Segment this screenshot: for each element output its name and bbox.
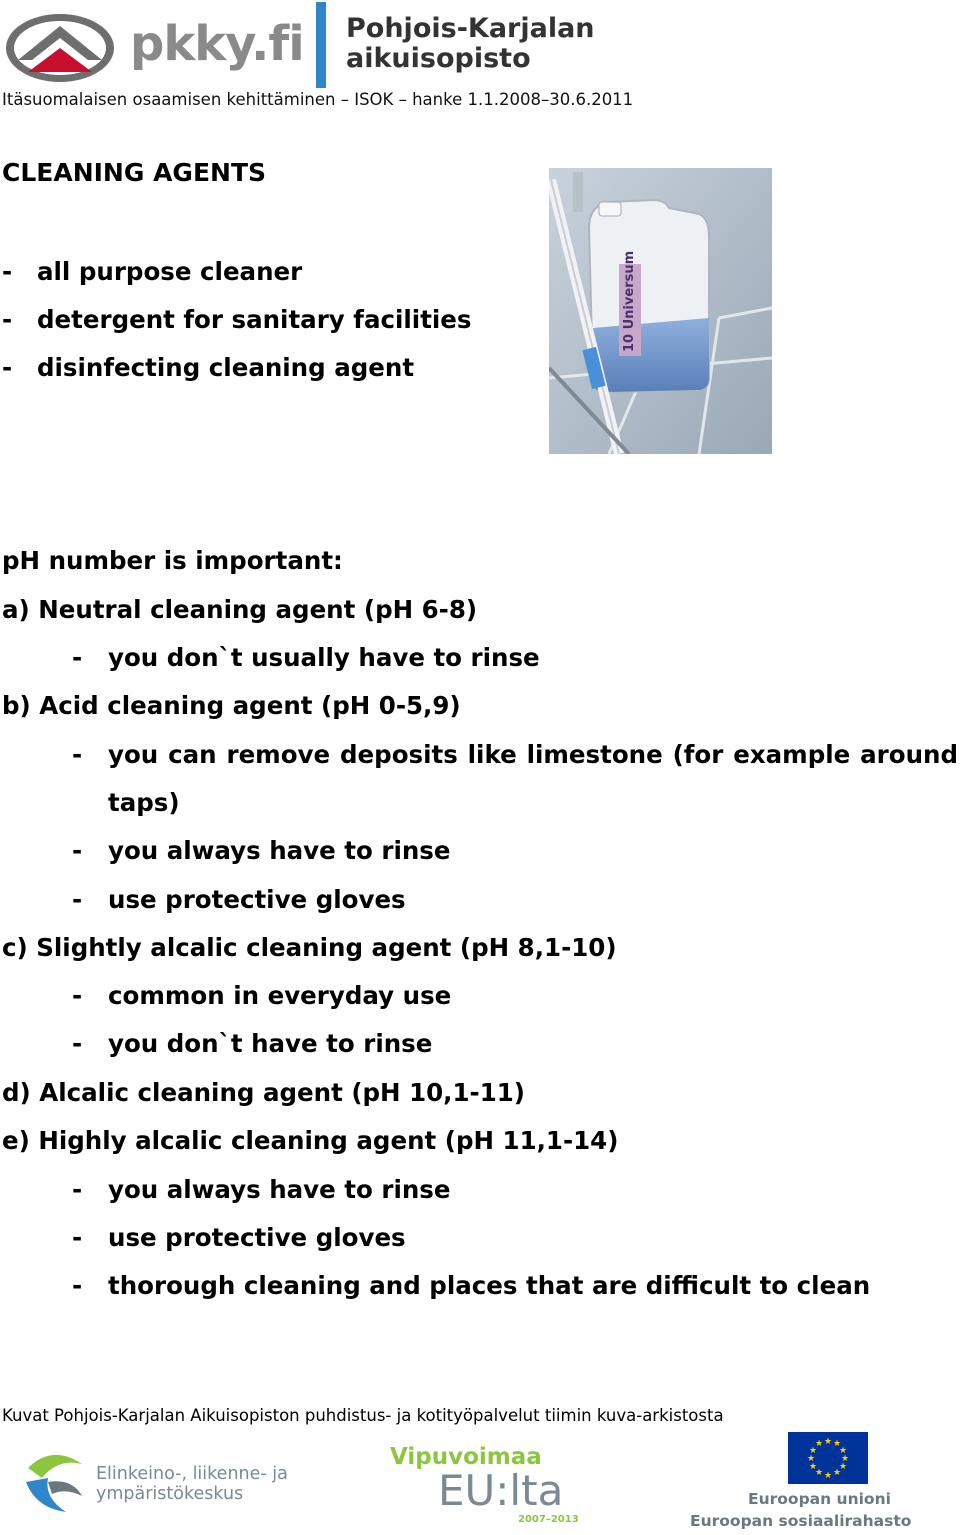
list-dash: - <box>72 1271 83 1300</box>
list-item-continuation: taps) <box>108 788 180 817</box>
list-dash: - <box>72 836 83 865</box>
svg-text:★: ★ <box>838 1446 848 1456</box>
list-item: you don`t have to rinse <box>108 1029 433 1058</box>
ph-intro: pH number is important: <box>2 546 343 575</box>
svg-text:★: ★ <box>832 1468 842 1478</box>
list-item: common in everyday use <box>108 981 452 1010</box>
list-dash: - <box>72 1175 83 1204</box>
svg-text:★: ★ <box>814 1439 824 1449</box>
page-title: CLEANING AGENTS <box>2 158 267 187</box>
svg-text:★: ★ <box>840 1454 850 1464</box>
svg-text:★: ★ <box>808 1446 818 1456</box>
list-dash: - <box>72 1223 83 1252</box>
list-dash: - <box>72 1029 83 1058</box>
vipuvoimaa-logo: Vipuvoimaa EU:lta 2007–2013 <box>390 1444 579 1525</box>
svg-text:★: ★ <box>823 1471 833 1481</box>
svg-text:★: ★ <box>814 1468 824 1478</box>
list-item: thorough cleaning and places that are difficult to clean <box>108 1271 871 1300</box>
ph-section-label: d) Alcalic cleaning agent (pH 10,1-11) <box>2 1078 525 1107</box>
list-item: detergent for sanitary facilities <box>37 305 472 334</box>
cleaning-agent-photo <box>549 168 772 454</box>
list-dash: - <box>2 257 13 286</box>
organization-name: Pohjois-Karjalan aikuisopisto <box>346 13 595 74</box>
list-item: use protective gloves <box>108 1223 406 1252</box>
list-item: all purpose cleaner <box>37 257 303 286</box>
eu-flag-icon <box>788 1432 868 1484</box>
canister-label: 10 Universum <box>622 250 637 352</box>
list-item: you always have to rinse <box>108 1175 451 1204</box>
list-dash: - <box>72 981 83 1010</box>
list-dash: - <box>72 740 83 769</box>
svg-text:★: ★ <box>806 1454 816 1464</box>
header-divider <box>316 2 326 88</box>
ely-swirl-icon <box>22 1448 88 1518</box>
list-dash: - <box>2 353 13 382</box>
pkky-logo <box>4 8 304 84</box>
ely-logo <box>22 1448 322 1518</box>
list-dash: - <box>2 305 13 334</box>
ph-section-label: b) Acid cleaning agent (pH 0-5,9) <box>2 691 461 720</box>
list-dash: - <box>72 643 83 672</box>
svg-text:★: ★ <box>838 1462 848 1472</box>
brand-text: pkky.fi <box>130 16 304 72</box>
eu-logo: ★ ★ ★ ★ ★ ★ ★ ★ ★ ★ ★ ★ Euroopan unioni Euroopan sosiaalirahasto <box>690 1430 890 1530</box>
list-item: you always have to rinse <box>108 836 451 865</box>
svg-text:★: ★ <box>832 1439 842 1449</box>
list-item: disinfecting cleaning agent <box>37 353 415 382</box>
ph-section-label: a) Neutral cleaning agent (pH 6-8) <box>2 595 478 624</box>
ph-section-label: c) Slightly alcalic cleaning agent (pH 8,1-10) <box>2 933 617 962</box>
ph-section-label: e) Highly alcalic cleaning agent (pH 11,1-14) <box>2 1126 619 1155</box>
list-dash: - <box>72 885 83 914</box>
project-line: Itäsuomalaisen osaamisen kehittäminen – ISOK – hanke 1.1.2008–30.6.2011 <box>2 90 634 109</box>
list-item: use protective gloves <box>108 885 406 914</box>
list-item: you don`t usually have to rinse <box>108 643 540 672</box>
photo-credit: Kuvat Pohjois-Karjalan Aikuisopiston puhdistus- ja kotityöpalvelut tiimin kuva-arkistosta <box>2 1406 724 1425</box>
list-item: you can remove deposits like limestone (for example around <box>108 740 958 769</box>
svg-text:★: ★ <box>823 1437 833 1447</box>
pkky-roof-icon <box>4 8 116 84</box>
ely-name: Elinkeino-, liikenne- ja ympäristökeskus <box>96 1464 288 1504</box>
svg-text:★: ★ <box>808 1462 818 1472</box>
